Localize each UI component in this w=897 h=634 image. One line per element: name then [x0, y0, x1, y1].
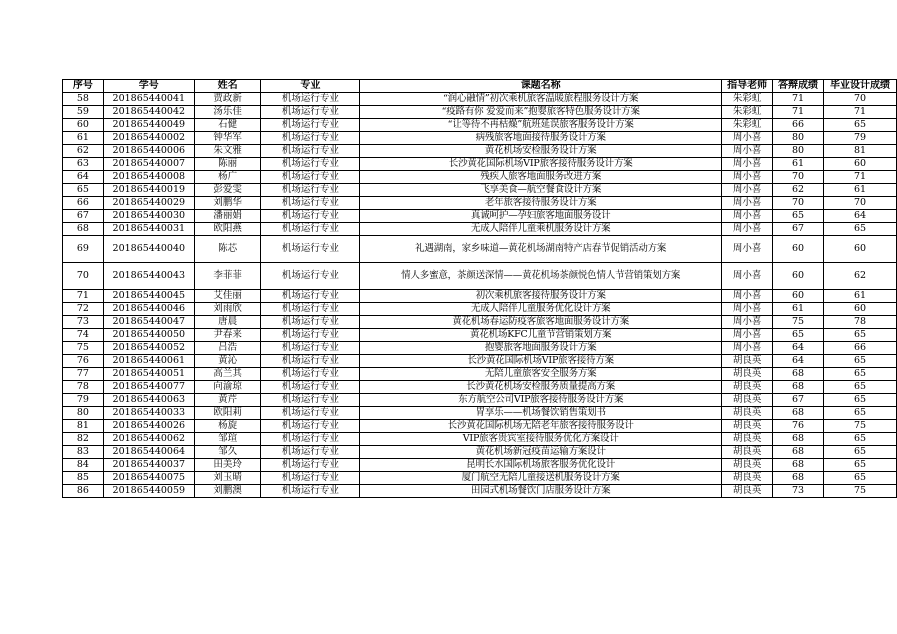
cell-index: 75	[63, 342, 104, 355]
cell-index: 72	[63, 303, 104, 316]
cell-student-id: 201865440049	[103, 119, 194, 132]
cell-topic: 黄花机场KFC儿童节营销策划方案	[360, 329, 722, 342]
cell-major: 机场运行专业	[261, 290, 360, 303]
cell-index: 81	[63, 420, 104, 433]
cell-student-id: 201865440075	[103, 472, 194, 485]
cell-index: 61	[63, 132, 104, 145]
table-row	[63, 485, 897, 498]
cell-advisor: 周小喜	[722, 290, 773, 303]
cell-name: 欧阳莉	[194, 407, 261, 420]
table-row	[63, 381, 897, 394]
cell-final-score: 65	[824, 394, 897, 407]
cell-advisor: 周小喜	[722, 329, 773, 342]
header-student-id: 学号	[103, 80, 194, 93]
cell-final-score: 65	[824, 368, 897, 381]
cell-name: 石健	[194, 119, 261, 132]
table-row	[63, 223, 897, 236]
table-row	[63, 420, 897, 433]
cell-major: 机场运行专业	[261, 132, 360, 145]
table-row	[63, 145, 897, 158]
cell-major: 机场运行专业	[261, 433, 360, 446]
cell-defense-score: 65	[773, 329, 824, 342]
cell-major: 机场运行专业	[261, 119, 360, 132]
cell-student-id: 201865440059	[103, 485, 194, 498]
cell-final-score: 60	[824, 158, 897, 171]
cell-defense-score: 66	[773, 119, 824, 132]
table-row	[63, 342, 897, 355]
cell-final-score: 60	[824, 303, 897, 316]
cell-name: 刘鹏澳	[194, 485, 261, 498]
cell-defense-score: 68	[773, 433, 824, 446]
cell-defense-score: 80	[773, 132, 824, 145]
cell-defense-score: 71	[773, 93, 824, 106]
cell-name: 邹瑄	[194, 433, 261, 446]
cell-student-id: 201865440045	[103, 290, 194, 303]
cell-final-score: 65	[824, 119, 897, 132]
cell-name: 向渝琼	[194, 381, 261, 394]
cell-topic: 东方航空公司VIP旅客接待服务设计方案	[360, 394, 722, 407]
cell-topic: 礼遇湖南，家乡味道—黄花机场湖南特产店春节促销活动方案	[360, 236, 722, 263]
cell-student-id: 201865440051	[103, 368, 194, 381]
cell-student-id: 201865440002	[103, 132, 194, 145]
cell-defense-score: 64	[773, 342, 824, 355]
cell-topic: 真诚呵护—孕妇旅客地面服务设计	[360, 210, 722, 223]
cell-name: 汤乐佳	[194, 106, 261, 119]
cell-student-id: 201865440029	[103, 197, 194, 210]
cell-final-score: 71	[824, 171, 897, 184]
cell-name: 钟华军	[194, 132, 261, 145]
grade-table	[62, 79, 897, 498]
cell-advisor: 胡良英	[722, 407, 773, 420]
cell-topic: 抱婴旅客地面服务设计方案	[360, 342, 722, 355]
cell-student-id: 201865440052	[103, 342, 194, 355]
cell-student-id: 201865440064	[103, 446, 194, 459]
cell-topic: 无成人陪伴儿童服务优化设计方案	[360, 303, 722, 316]
cell-final-score: 60	[824, 236, 897, 263]
cell-defense-score: 65	[773, 210, 824, 223]
cell-index: 68	[63, 223, 104, 236]
cell-final-score: 79	[824, 132, 897, 145]
cell-major: 机场运行专业	[261, 316, 360, 329]
cell-index: 82	[63, 433, 104, 446]
table-row	[63, 472, 897, 485]
cell-final-score: 64	[824, 210, 897, 223]
table-row	[63, 355, 897, 368]
cell-major: 机场运行专业	[261, 472, 360, 485]
cell-defense-score: 76	[773, 420, 824, 433]
cell-final-score: 65	[824, 329, 897, 342]
cell-topic: 胃享乐——机场餐饮销售策划书	[360, 407, 722, 420]
table-row	[63, 303, 897, 316]
cell-final-score: 70	[824, 93, 897, 106]
cell-name: 刘鹏华	[194, 197, 261, 210]
cell-topic: “疫路有你 爱爱而来”抱婴旅客特色服务设计方案	[360, 106, 722, 119]
cell-topic: “润心融情”初次乘机旅客温暖旅程服务设计方案	[360, 93, 722, 106]
cell-name: 吕浩	[194, 342, 261, 355]
cell-index: 74	[63, 329, 104, 342]
cell-defense-score: 70	[773, 171, 824, 184]
cell-advisor: 胡良英	[722, 368, 773, 381]
cell-topic: 残疾人旅客地面服务改进方案	[360, 171, 722, 184]
cell-index: 79	[63, 394, 104, 407]
cell-defense-score: 61	[773, 158, 824, 171]
cell-advisor: 胡良英	[722, 446, 773, 459]
header-name: 姓名	[194, 80, 261, 93]
cell-defense-score: 70	[773, 197, 824, 210]
cell-final-score: 65	[824, 407, 897, 420]
cell-index: 63	[63, 158, 104, 171]
cell-defense-score: 67	[773, 223, 824, 236]
cell-final-score: 65	[824, 446, 897, 459]
cell-topic: 初次乘机旅客接待服务设计方案	[360, 290, 722, 303]
table-row	[63, 93, 897, 106]
table-row	[63, 368, 897, 381]
cell-defense-score: 68	[773, 472, 824, 485]
table-row	[63, 171, 897, 184]
cell-final-score: 62	[824, 263, 897, 290]
cell-major: 机场运行专业	[261, 381, 360, 394]
cell-name: 杨旋	[194, 420, 261, 433]
cell-major: 机场运行专业	[261, 342, 360, 355]
cell-major: 机场运行专业	[261, 420, 360, 433]
cell-student-id: 201865440033	[103, 407, 194, 420]
cell-name: 贾政新	[194, 93, 261, 106]
cell-advisor: 胡良英	[722, 472, 773, 485]
cell-student-id: 201865440042	[103, 106, 194, 119]
cell-index: 60	[63, 119, 104, 132]
cell-student-id: 201865440031	[103, 223, 194, 236]
cell-final-score: 65	[824, 381, 897, 394]
cell-defense-score: 68	[773, 407, 824, 420]
cell-topic: 长沙黄花国际机场VIP旅客接待方案	[360, 355, 722, 368]
cell-topic: 病残旅客地面接待服务设计方案	[360, 132, 722, 145]
cell-defense-score: 80	[773, 145, 824, 158]
cell-name: 邹久	[194, 446, 261, 459]
cell-advisor: 周小喜	[722, 223, 773, 236]
cell-major: 机场运行专业	[261, 171, 360, 184]
cell-name: 潘丽娟	[194, 210, 261, 223]
cell-index: 62	[63, 145, 104, 158]
cell-advisor: 胡良英	[722, 355, 773, 368]
cell-major: 机场运行专业	[261, 303, 360, 316]
cell-advisor: 胡良英	[722, 459, 773, 472]
cell-topic: 黄花机场新冠疫苗运输方案设计	[360, 446, 722, 459]
cell-student-id: 201865440007	[103, 158, 194, 171]
cell-advisor: 周小喜	[722, 158, 773, 171]
cell-topic: 昆明长水国际机场旅客服务优化设计	[360, 459, 722, 472]
cell-defense-score: 60	[773, 263, 824, 290]
cell-defense-score: 75	[773, 316, 824, 329]
cell-advisor: 胡良英	[722, 485, 773, 498]
cell-advisor: 朱彩虹	[722, 106, 773, 119]
table-row	[63, 132, 897, 145]
cell-advisor: 胡良英	[722, 420, 773, 433]
cell-student-id: 201865440062	[103, 433, 194, 446]
cell-topic: 老年旅客接待服务设计方案	[360, 197, 722, 210]
cell-final-score: 75	[824, 485, 897, 498]
cell-student-id: 201865440006	[103, 145, 194, 158]
cell-final-score: 61	[824, 184, 897, 197]
cell-name: 尹春来	[194, 329, 261, 342]
cell-defense-score: 68	[773, 459, 824, 472]
cell-student-id: 201865440041	[103, 93, 194, 106]
cell-advisor: 胡良英	[722, 433, 773, 446]
cell-name: 刘玉晴	[194, 472, 261, 485]
cell-defense-score: 64	[773, 355, 824, 368]
table-row	[63, 407, 897, 420]
cell-major: 机场运行专业	[261, 329, 360, 342]
cell-index: 77	[63, 368, 104, 381]
table-row	[63, 446, 897, 459]
cell-final-score: 66	[824, 342, 897, 355]
cell-advisor: 周小喜	[722, 197, 773, 210]
cell-defense-score: 60	[773, 290, 824, 303]
cell-advisor: 周小喜	[722, 171, 773, 184]
cell-student-id: 201865440030	[103, 210, 194, 223]
table-row	[63, 290, 897, 303]
cell-student-id: 201865440061	[103, 355, 194, 368]
cell-major: 机场运行专业	[261, 197, 360, 210]
cell-advisor: 周小喜	[722, 184, 773, 197]
cell-major: 机场运行专业	[261, 394, 360, 407]
cell-index: 58	[63, 93, 104, 106]
cell-student-id: 201865440026	[103, 420, 194, 433]
table-row	[63, 433, 897, 446]
cell-defense-score: 61	[773, 303, 824, 316]
cell-defense-score: 60	[773, 236, 824, 263]
cell-student-id: 201865440019	[103, 184, 194, 197]
header-row	[63, 80, 897, 93]
cell-student-id: 201865440063	[103, 394, 194, 407]
cell-index: 66	[63, 197, 104, 210]
cell-topic: 无陪儿童旅客安全服务方案	[360, 368, 722, 381]
cell-topic: 厦门航空无陪儿童接送机服务设计方案	[360, 472, 722, 485]
cell-index: 69	[63, 236, 104, 263]
cell-student-id: 201865440043	[103, 263, 194, 290]
cell-major: 机场运行专业	[261, 106, 360, 119]
cell-defense-score: 68	[773, 446, 824, 459]
cell-final-score: 78	[824, 316, 897, 329]
cell-name: 李菲菲	[194, 263, 261, 290]
header-advisor: 指导老师	[722, 80, 773, 93]
cell-student-id: 201865440046	[103, 303, 194, 316]
cell-major: 机场运行专业	[261, 223, 360, 236]
cell-major: 机场运行专业	[261, 355, 360, 368]
cell-defense-score: 73	[773, 485, 824, 498]
cell-name: 黄沁	[194, 355, 261, 368]
cell-advisor: 朱彩虹	[722, 119, 773, 132]
cell-topic: 飞享美食—航空餐食设计方案	[360, 184, 722, 197]
table-row	[63, 394, 897, 407]
table-row	[63, 119, 897, 132]
cell-advisor: 周小喜	[722, 132, 773, 145]
cell-index: 65	[63, 184, 104, 197]
cell-major: 机场运行专业	[261, 459, 360, 472]
cell-defense-score: 62	[773, 184, 824, 197]
cell-student-id: 201865440077	[103, 381, 194, 394]
table-row	[63, 459, 897, 472]
cell-advisor: 周小喜	[722, 263, 773, 290]
table-row	[63, 197, 897, 210]
cell-index: 85	[63, 472, 104, 485]
cell-name: 朱文雅	[194, 145, 261, 158]
table-row	[63, 329, 897, 342]
cell-name: 杨广	[194, 171, 261, 184]
cell-final-score: 65	[824, 459, 897, 472]
cell-topic: “让等待不再枯燥”航班延误旅客服务设计方案	[360, 119, 722, 132]
cell-major: 机场运行专业	[261, 93, 360, 106]
cell-index: 64	[63, 171, 104, 184]
cell-advisor: 周小喜	[722, 236, 773, 263]
header-index: 序号	[63, 80, 104, 93]
cell-index: 78	[63, 381, 104, 394]
cell-student-id: 201865440037	[103, 459, 194, 472]
cell-student-id: 201865440040	[103, 236, 194, 263]
cell-final-score: 65	[824, 355, 897, 368]
cell-student-id: 201865440008	[103, 171, 194, 184]
cell-name: 唐晨	[194, 316, 261, 329]
cell-advisor: 周小喜	[722, 342, 773, 355]
header-final-score: 毕业设计成绩	[824, 80, 897, 93]
cell-topic: 无成人陪伴儿童乘机服务设计方案	[360, 223, 722, 236]
cell-major: 机场运行专业	[261, 485, 360, 498]
cell-final-score: 65	[824, 223, 897, 236]
cell-index: 70	[63, 263, 104, 290]
cell-name: 黄芹	[194, 394, 261, 407]
header-defense-score: 答辩成绩	[773, 80, 824, 93]
cell-index: 84	[63, 459, 104, 472]
cell-final-score: 65	[824, 472, 897, 485]
cell-major: 机场运行专业	[261, 407, 360, 420]
cell-index: 80	[63, 407, 104, 420]
cell-topic: 长沙黄花机场安检服务质量提高方案	[360, 381, 722, 394]
cell-index: 67	[63, 210, 104, 223]
cell-advisor: 周小喜	[722, 145, 773, 158]
cell-advisor: 周小喜	[722, 210, 773, 223]
cell-name: 陈丽	[194, 158, 261, 171]
cell-index: 83	[63, 446, 104, 459]
cell-student-id: 201865440050	[103, 329, 194, 342]
cell-topic: 长沙黄花国际机场VIP旅客接待服务设计方案	[360, 158, 722, 171]
cell-final-score: 75	[824, 420, 897, 433]
cell-major: 机场运行专业	[261, 145, 360, 158]
table-row	[63, 184, 897, 197]
cell-advisor: 胡良英	[722, 381, 773, 394]
table-row	[63, 158, 897, 171]
cell-topic: VIP旅客贵宾室接待服务优化方案设计	[360, 433, 722, 446]
cell-name: 彭爱雯	[194, 184, 261, 197]
cell-index: 59	[63, 106, 104, 119]
cell-advisor: 周小喜	[722, 316, 773, 329]
cell-name: 艾佳丽	[194, 290, 261, 303]
cell-defense-score: 71	[773, 106, 824, 119]
cell-final-score: 65	[824, 433, 897, 446]
cell-topic: 黄花机场春运防疫客旅客地面服务设计方案	[360, 316, 722, 329]
cell-major: 机场运行专业	[261, 158, 360, 171]
cell-topic: 情人多蜜意，茶颜送深情——黄花机场茶颜悦色情人节营销策划方案	[360, 263, 722, 290]
cell-final-score: 71	[824, 106, 897, 119]
cell-defense-score: 67	[773, 394, 824, 407]
cell-name: 田美玲	[194, 459, 261, 472]
cell-student-id: 201865440047	[103, 316, 194, 329]
cell-index: 73	[63, 316, 104, 329]
table-row	[63, 210, 897, 223]
cell-advisor: 胡良英	[722, 394, 773, 407]
cell-major: 机场运行专业	[261, 263, 360, 290]
cell-topic: 田园式机场餐饮门店服务设计方案	[360, 485, 722, 498]
cell-name: 高兰其	[194, 368, 261, 381]
cell-name: 刘雨欣	[194, 303, 261, 316]
cell-topic: 长沙黄花国际机场无陪老年旅客接待服务设计	[360, 420, 722, 433]
header-topic: 课题名称	[360, 80, 722, 93]
cell-defense-score: 68	[773, 381, 824, 394]
cell-name: 陈芯	[194, 236, 261, 263]
cell-major: 机场运行专业	[261, 210, 360, 223]
cell-topic: 黄花机场安检服务设计方案	[360, 145, 722, 158]
table-row	[63, 106, 897, 119]
table-row	[63, 236, 897, 263]
cell-major: 机场运行专业	[261, 368, 360, 381]
cell-final-score: 61	[824, 290, 897, 303]
cell-final-score: 70	[824, 197, 897, 210]
cell-name: 欧阳燕	[194, 223, 261, 236]
cell-major: 机场运行专业	[261, 236, 360, 263]
cell-index: 71	[63, 290, 104, 303]
header-major: 专业	[261, 80, 360, 93]
cell-index: 76	[63, 355, 104, 368]
cell-major: 机场运行专业	[261, 184, 360, 197]
cell-defense-score: 68	[773, 368, 824, 381]
cell-major: 机场运行专业	[261, 446, 360, 459]
table-row	[63, 316, 897, 329]
cell-advisor: 周小喜	[722, 303, 773, 316]
table-row	[63, 263, 897, 290]
cell-final-score: 81	[824, 145, 897, 158]
cell-index: 86	[63, 485, 104, 498]
cell-advisor: 朱彩虹	[722, 93, 773, 106]
